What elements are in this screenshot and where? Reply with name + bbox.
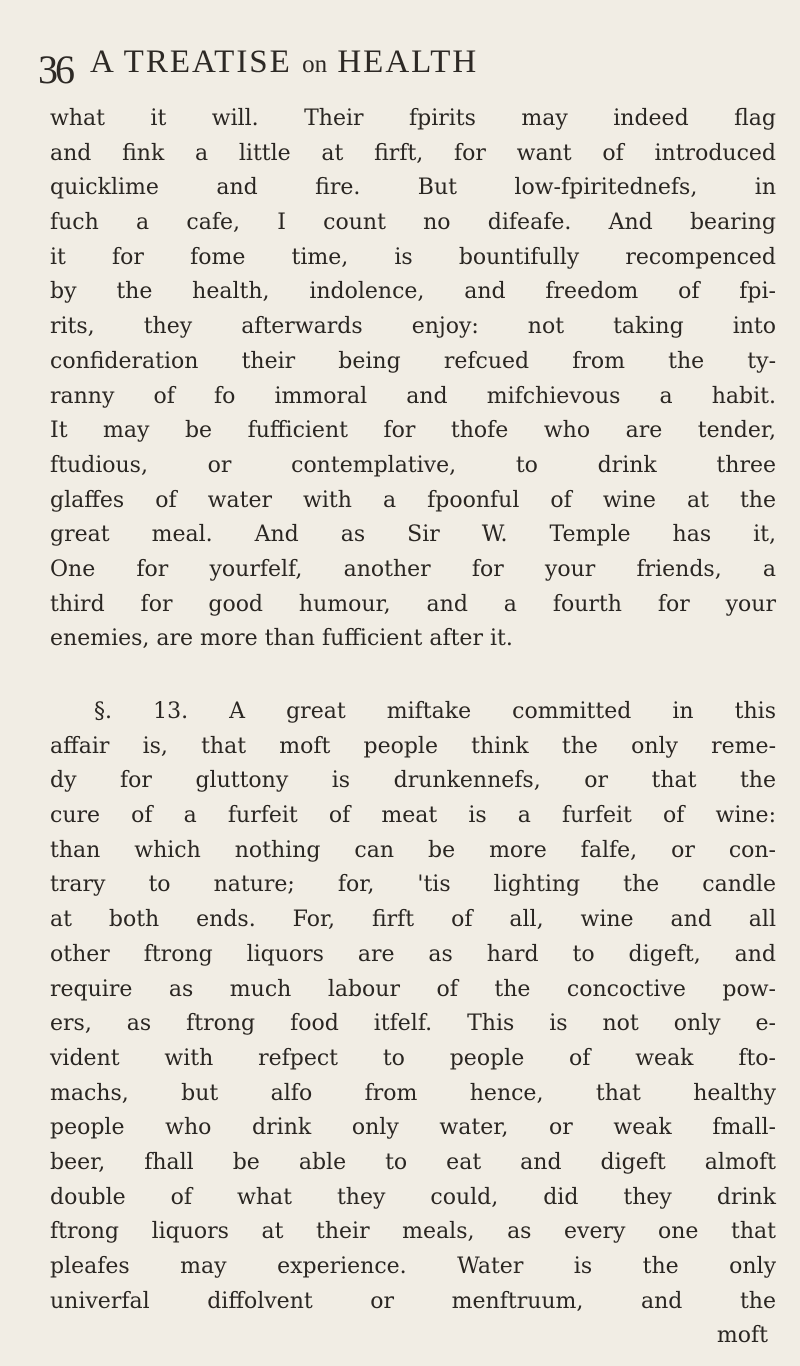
text-line: univerfal diffolvent or menftruum, and the (50, 1288, 776, 1314)
running-head-on: on (302, 51, 328, 78)
text-line: ers, as ftrong food itfelf. This is not only e- (50, 1011, 776, 1037)
text-line: and fink a little at firft, for want of introduced (50, 140, 776, 166)
text-line: by the health, indolence, and freedom of fpi- (50, 279, 776, 305)
text-line: enemies, are more than fufficient after it. (50, 626, 513, 652)
text-line: double of what they could, did they drink (50, 1184, 776, 1210)
text-line: machs, but alfo from hence, that healthy (50, 1080, 776, 1106)
text-line: glaffes of water with a fpoonful of wine at the (50, 487, 776, 513)
text-line: at both ends. For, firft of all, wine and all (50, 907, 776, 933)
text-line: it for fome time, is bountifully recompenced (50, 244, 776, 270)
text-line: fuch a cafe, I count no difeafe. And bearing (50, 210, 776, 236)
text-line: cure of a furfeit of meat is a furfeit of wine: (50, 803, 776, 829)
catchword: moft (716, 1323, 768, 1349)
page-number: 36 (38, 47, 72, 92)
running-head-part-2: HEALTH (327, 44, 479, 80)
body-text (50, 102, 776, 1354)
text-line: third for good humour, and a fourth for your (50, 591, 776, 617)
text-line: great meal. And as Sir W. Temple has it, (50, 522, 776, 548)
text-line: dy for gluttony is drunkennefs, or that the (50, 768, 776, 794)
text-line: ftudious, or contemplative, to drink three (50, 452, 776, 478)
text-line: rits, they afterwards enjoy: not taking into (50, 314, 776, 340)
text-line: affair is, that moft people think the only reme- (50, 733, 776, 759)
text-line: pleafes may experience. Water is the only (50, 1254, 776, 1279)
text-line: require as much labour of the concoctive pow- (50, 976, 776, 1002)
paragraph-1 (50, 102, 776, 657)
paragraph-2 (50, 695, 776, 1319)
page-header (38, 40, 778, 96)
text-line: what it will. Their fpirits may indeed flag (50, 106, 776, 131)
text-line: ftrong liquors at their meals, as every one that (50, 1219, 776, 1245)
text-line: confideration their being refcued from the ty- (50, 348, 776, 374)
text-line: trary to nature; for, 'tis lighting the candle (50, 872, 776, 898)
text-line: people who drink only water, or weak fmall- (50, 1115, 776, 1141)
text-line: than which nothing can be more falfe, or con- (50, 837, 776, 863)
text-line: ranny of fo immoral and mifchievous a habit. (50, 383, 776, 409)
text-line: vident with refpect to people of weak fto- (50, 1045, 776, 1071)
text-line: other ftrong liquors are as hard to digeft, and (50, 941, 776, 967)
text-line: One for yourfelf, another for your friends, a (50, 556, 776, 582)
running-head-part-1: A TREATISE (90, 44, 303, 80)
text-line: It may be fufficient for thofe who are tender, (50, 418, 776, 444)
text-line: quicklime and fire. But low-fpiritednefs, in (50, 175, 776, 201)
text-line: §. 13. A great miftake committed in this (94, 699, 776, 724)
paragraph-gap (50, 657, 776, 695)
running-head (90, 44, 478, 81)
text-line: beer, fhall be able to eat and digeft almoft (50, 1149, 776, 1175)
